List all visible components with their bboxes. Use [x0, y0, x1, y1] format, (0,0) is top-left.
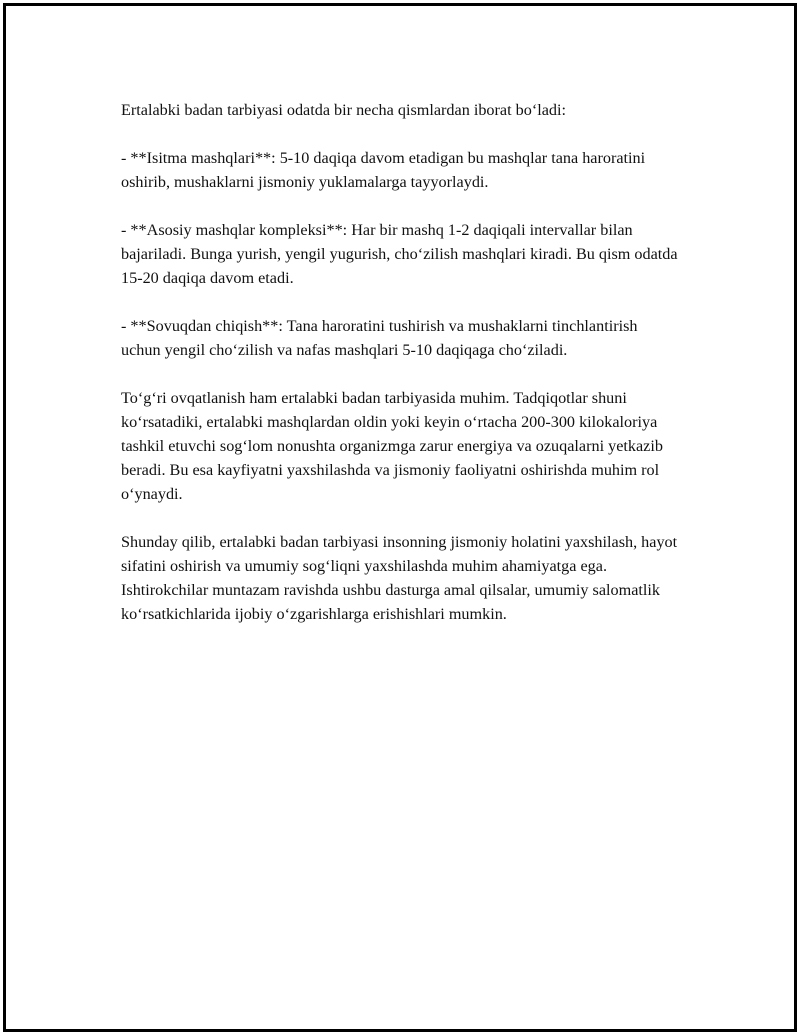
paragraph-warmup: - **Isitma mashqlari**: 5-10 daqiqa davom etadigan bu mashqlar tana haroratini oshirib, mushaklarni jismoniy yuklamalarga tayyorlaydi.: [121, 149, 646, 191]
paragraph-main-exercises: - **Asosiy mashqlar kompleksi**: Har bir mashq 1-2 daqiqali intervallar bilan bajariladi. Bunga yurish, yengil yugurish, cho‘zilish mashqlari kiradi. Bu qism odatda 15-20 daqiqa davom etadi.: [121, 221, 678, 287]
paragraph-intro: Ertalabki badan tarbiyasi odatda bir necha qismlardan iborat bo‘ladi:: [121, 101, 566, 119]
paragraph-cooldown: - **Sovuqdan chiqish**: Tana haroratini tushirish va mushaklarni tinchlantirish uchun yengil cho‘zilish va nafas mashqlari 5-10 daqiqaga cho‘ziladi.: [121, 317, 638, 359]
document-page: [3, 3, 797, 1032]
paragraph-conclusion: Shunday qilib, ertalabki badan tarbiyasi insonning jismoniy holatini yaxshilash, hayot sifatini oshirish va umumiy sog‘liqni yaxshilashda muhim ahamiyatga ega. Ishtirokchilar muntazam ravishda ushbu dasturga amal qilsalar, umumiy salomatlik ko‘rsatkichlarida ijobiy o‘zgarishlarga erishishlari mumkin.: [121, 533, 678, 623]
document-body: [121, 98, 681, 650]
paragraph-nutrition: To‘g‘ri ovqatlanish ham ertalabki badan tarbiyasida muhim. Tadqiqotlar shuni ko‘rsatadiki, ertalabki mashqlardan oldin yoki keyin o‘rtacha 200-300 kilokaloriya tashkil etuvchi sog‘lom nonushta organizmga zarur energiya va ozuqalarni yetkazib beradi. Bu esa kayfiyatni yaxshilashda va jismoniy faoliyatni oshirishda muhim rol o‘ynaydi.: [121, 389, 663, 503]
